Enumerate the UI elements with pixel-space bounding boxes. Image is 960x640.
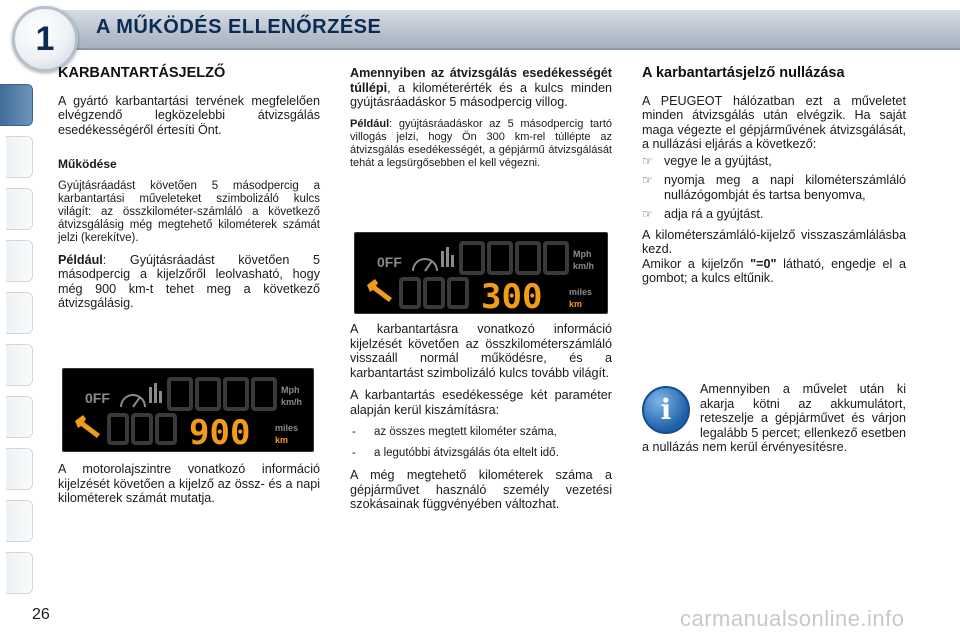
- chapter-tabs: [0, 60, 34, 580]
- calc-list: [350, 425, 612, 460]
- oil-level-icon: [441, 247, 454, 267]
- display-off-label: 0FF: [85, 390, 110, 406]
- info-icon: i: [642, 386, 690, 434]
- segment-display-bottom-dim: [109, 415, 175, 443]
- unit-kmh: km/h: [281, 397, 303, 407]
- operation-paragraph: Gyújtásráadást követően 5 másodpercig a karbantartási műveleteket szimbolizáló kulcs világít: az összkilométer-számláló a következő átvizsgálásig még megtehető kilométerek számát jelzi (kerekítve).: [58, 179, 320, 244]
- reset-steps: [642, 154, 906, 222]
- overdue-example-label: Például: [350, 117, 390, 130]
- chapter-tab[interactable]: [6, 396, 33, 438]
- step-text: adja rá a gyújtást.: [664, 207, 764, 221]
- example-text: : Gyújtásráadást követően 5 másodpercig a kijelzőről leolvasható, hogy még 900 km-t tehet meg a következő átvizsgálásig.: [58, 252, 320, 310]
- display-caption-block: [58, 462, 320, 514]
- reset-intro: A PEUGEOT hálózatban ezt a műveletet minden átvizsgálás után elvégzik. Ha saját maga végezte el gépjárművének átvizsgálását, a nullázási eljárás a következő:: [642, 93, 906, 151]
- remaining-paragraph: A még megtehető kilométerek száma a gépjárművet használó személy vezetési szokásainak függvényében változhat.: [350, 468, 612, 511]
- page-number: 26: [32, 606, 50, 623]
- dashboard-display-300: [354, 232, 608, 314]
- unit-kmh: km/h: [573, 261, 595, 271]
- chapter-tab[interactable]: [6, 188, 33, 230]
- watermark: carmanualsonline.info: [680, 606, 905, 631]
- release-prefix: Amikor a kijelzőn: [642, 256, 751, 271]
- overdue-km-value: 300: [481, 277, 543, 313]
- release-paragraph: [642, 257, 906, 286]
- overdue-bold: Amennyiben az átvizsgálás esedékességét túllépi: [350, 66, 612, 95]
- unit-miles: miles: [569, 287, 593, 297]
- overdue-text: , a kilométerérték és a kulcs minden gyújtásráadáskor 5 másodpercig villog.: [350, 80, 612, 109]
- pointing-hand-icon: ☞: [642, 207, 653, 221]
- remaining-km-value: 900: [189, 413, 251, 451]
- subtitle-operation: Működése: [58, 157, 117, 171]
- segment-display-top: [169, 379, 275, 409]
- unit-mph: Mph: [281, 385, 300, 395]
- segment-display-bottom-dim: [401, 279, 467, 307]
- oil-level-icon: [149, 383, 162, 403]
- chapter-tab-active[interactable]: [0, 84, 33, 126]
- unit-km: km: [275, 435, 289, 445]
- column-after-display: [350, 322, 612, 520]
- gauge-icon: [121, 395, 145, 407]
- overdue-example-paragraph: [350, 118, 612, 170]
- chapter-tab[interactable]: [6, 448, 33, 490]
- example-paragraph: [58, 253, 320, 311]
- countdown-paragraph: A kilométerszámláló-kijelző visszaszámlálásba kezd.: [642, 227, 906, 256]
- column-reset: [642, 66, 906, 294]
- unit-mph: Mph: [573, 249, 592, 259]
- chapter-tab[interactable]: [6, 500, 33, 542]
- pointing-hand-icon: ☞: [642, 153, 653, 168]
- step-text: vegye le a gyújtást,: [664, 153, 772, 168]
- release-suffix: látható, engedje el a gombot; a kulcs eltűnik.: [642, 256, 906, 285]
- chapter-tab[interactable]: [6, 240, 33, 282]
- unit-km: km: [569, 299, 583, 309]
- section-title-maintenance: KARBANTARTÁSJELZŐ: [58, 65, 226, 81]
- display-900-graphic: [63, 369, 313, 451]
- step-text: nyomja meg a napi kilométerszámláló nullázógombját és tartsa benyomva,: [664, 173, 906, 202]
- chapter-tab[interactable]: [6, 344, 33, 386]
- display-off-label: 0FF: [377, 254, 402, 270]
- page-title: A MŰKÖDÉS ELLENŐRZÉSE: [96, 16, 382, 38]
- list-item: [642, 173, 906, 202]
- example-label: Például: [58, 252, 103, 267]
- section-title-reset: A karbantartásjelző nullázása: [642, 65, 845, 81]
- pointing-hand-icon: ☞: [642, 173, 653, 187]
- unit-miles: miles: [275, 423, 299, 433]
- overdue-example-text: : gyújtásráadáskor az 5 másodpercig tartó villogás jelzi, hogy Ön 300 km-rel túllépte az átvizsgálás esedékességét, a gépjármű átvizsgálását tehát a legsürgősebben el kell végezni.: [350, 117, 612, 169]
- after-paragraph: A karbantartásra vonatkozó információ kijelzését követően az összkilométerszámláló visszaáll normál működésre, és a karbantartást szimbolizáló kulcs tovább világít.: [350, 322, 612, 380]
- dashboard-display-900: [62, 368, 314, 452]
- column-overdue: [350, 66, 612, 178]
- info-note: [642, 382, 906, 455]
- list-item: [642, 207, 906, 222]
- chapter-tab[interactable]: [6, 292, 33, 334]
- info-note-text: Amennyiben a művelet után ki akarja kötni az akkumulátort, reteszelje a gépjárművet és várjon legalább 5 percet; ellenkező esetben a nullázás nem kerül érvényesítésre.: [642, 382, 906, 454]
- intro-paragraph: A gyártó karbantartási tervének megfelelően elvégzendő legközelebbi átvizsgálás esedékességéről értesíti Önt.: [58, 93, 320, 137]
- segment-display-top: [461, 243, 567, 273]
- display-300-graphic: [355, 233, 607, 313]
- display-caption: A motorolajszintre vonatkozó információ kijelzését követően a kijelző az össz- és a napi kilométerek számát mutatja.: [58, 462, 320, 505]
- chapter-tab[interactable]: [6, 136, 33, 178]
- column-maintenance-indicator: [58, 66, 320, 319]
- chapter-number-badge: 1: [12, 6, 78, 72]
- wrench-icon: [75, 415, 100, 438]
- gauge-icon: [413, 259, 437, 271]
- release-value: "=0": [750, 256, 777, 271]
- list-item: - az összes megtett kilométer száma,: [350, 425, 612, 440]
- overdue-paragraph: [350, 66, 612, 110]
- chapter-tab[interactable]: [6, 552, 33, 594]
- list-item: - a legutóbbi átvizsgálás óta eltelt idő.: [350, 446, 612, 461]
- wrench-icon: [367, 279, 392, 302]
- calc-intro: A karbantartás esedékessége két paraméter alapján kerül kiszámításra:: [350, 388, 612, 417]
- list-item: [642, 154, 906, 169]
